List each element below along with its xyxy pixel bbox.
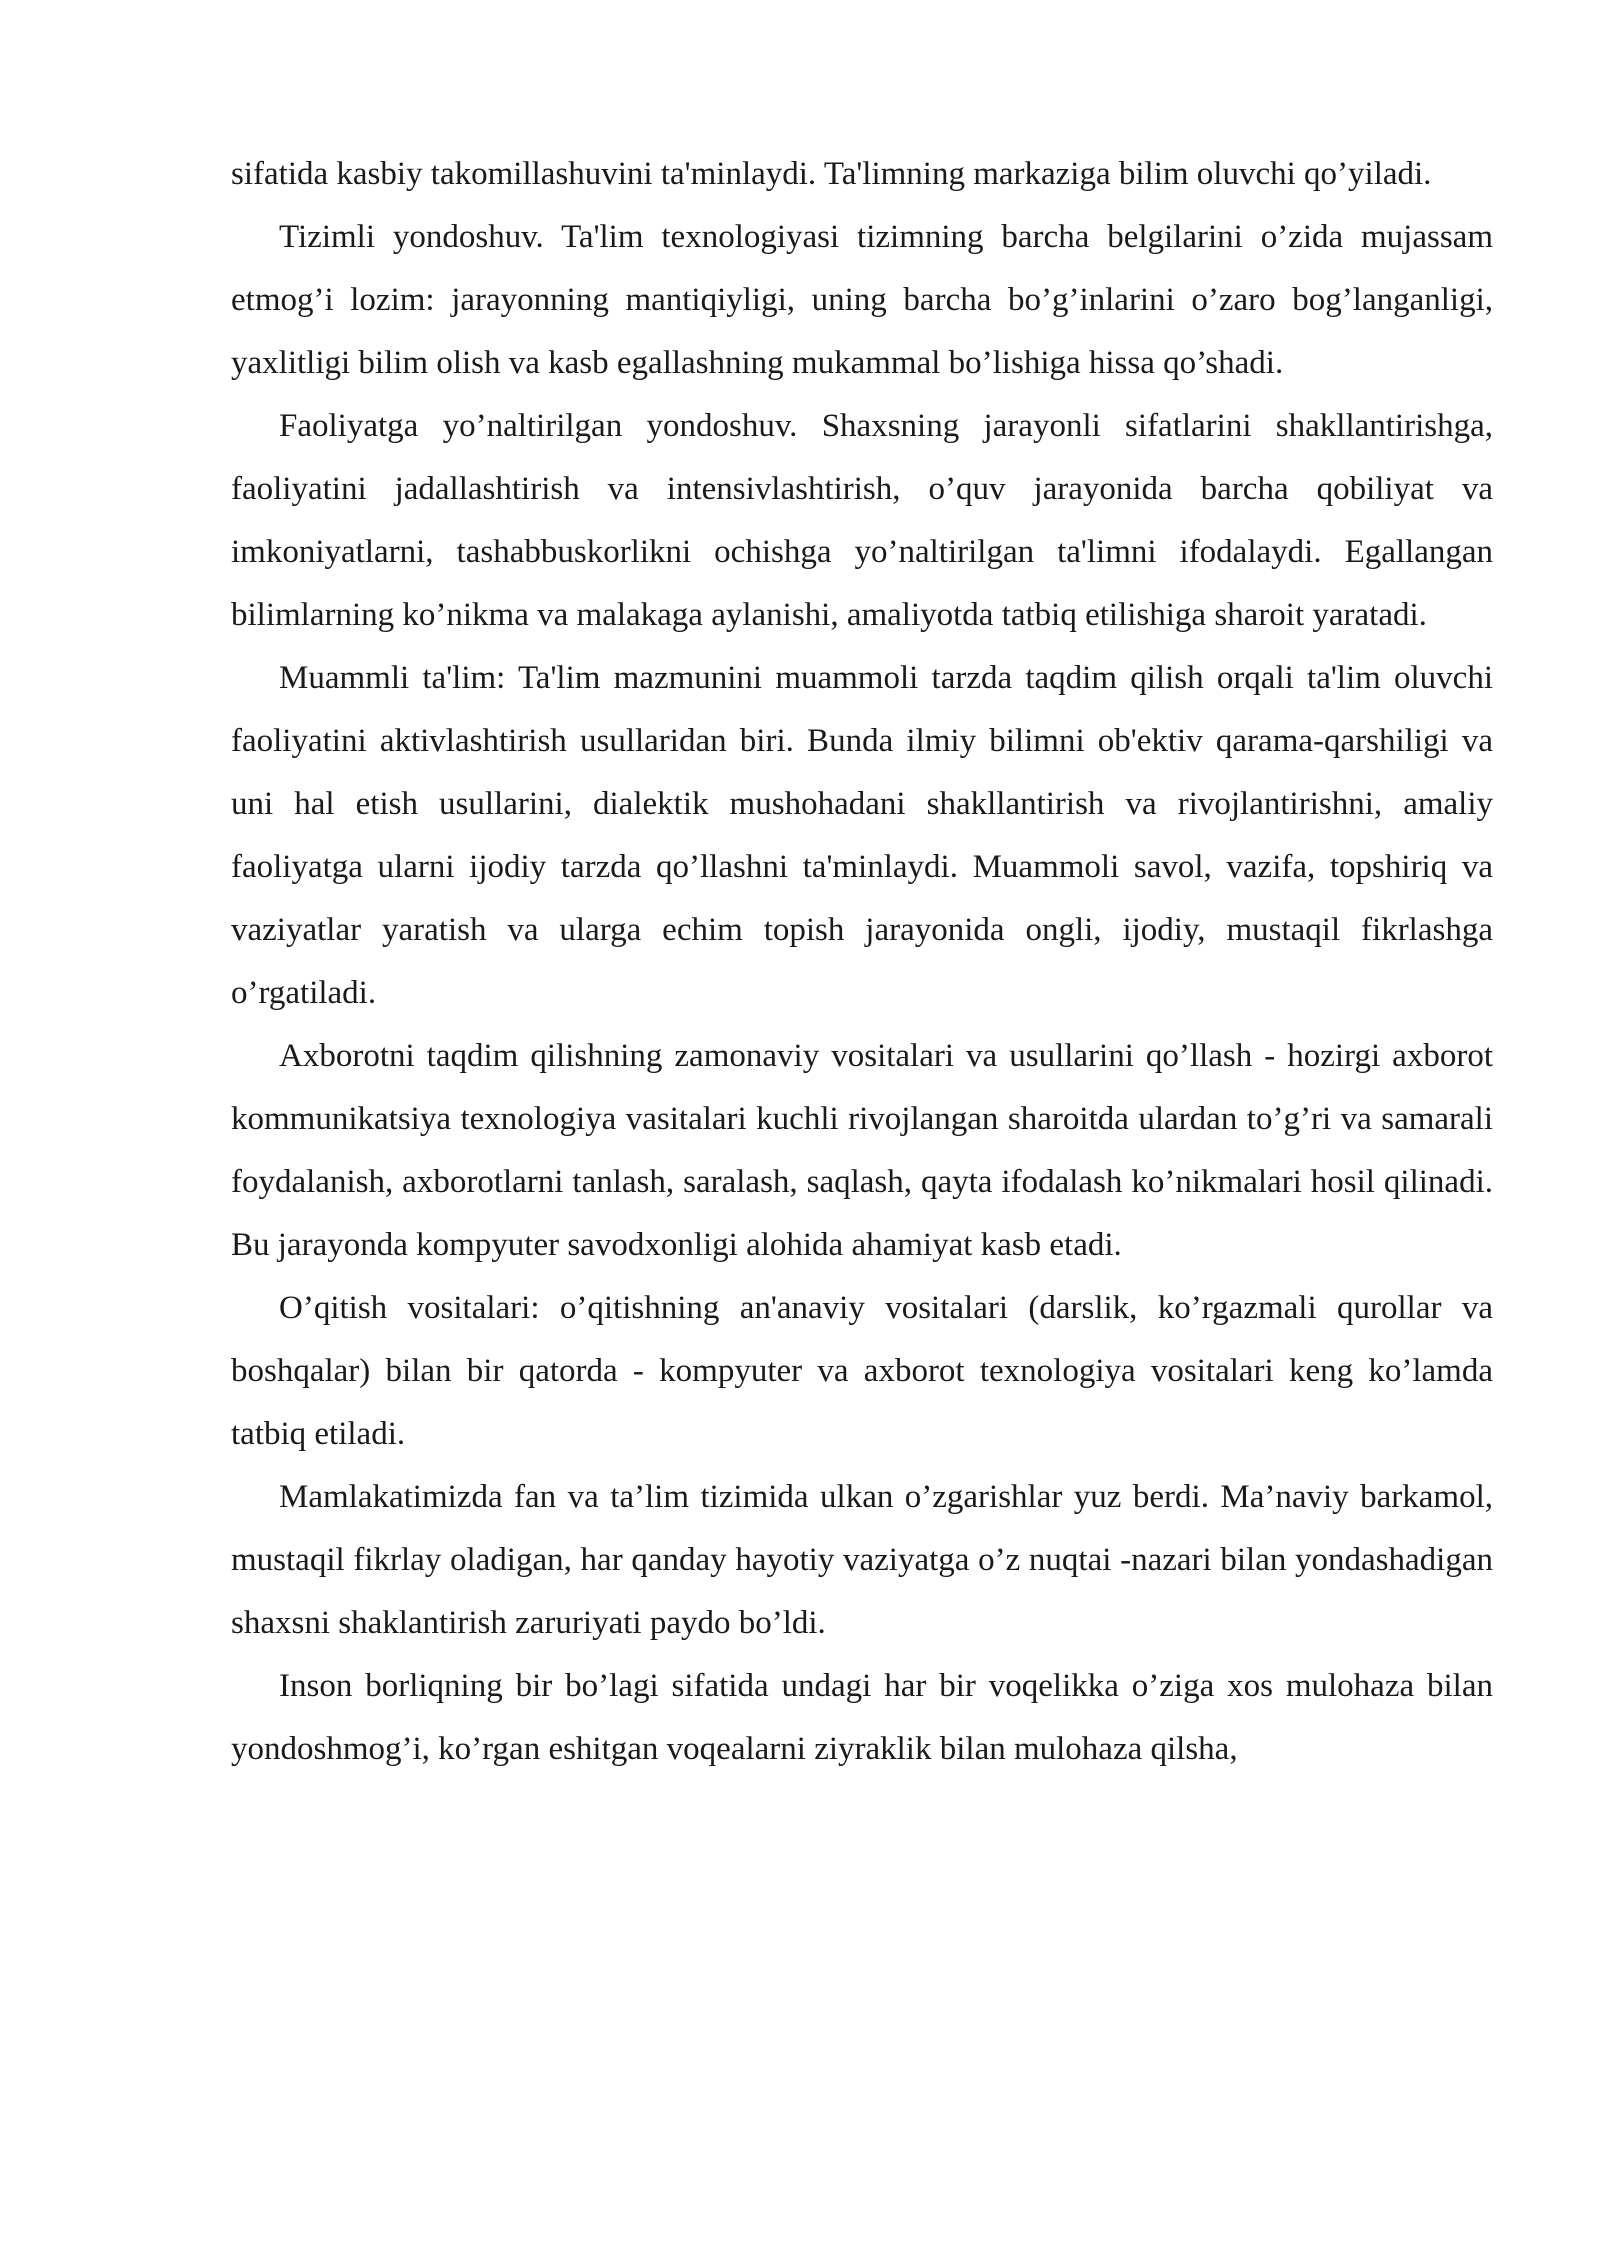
- paragraph-continuation: sifatida kasbiy takomillashuvini ta'minlaydi. Ta'limning markaziga bilim oluvchi qo’yiladi.: [231, 156, 1432, 192]
- paragraph-problem-learning: Muammli ta'lim: Ta'lim mazmunini muammoli tarzda taqdim qilish orqali ta'lim oluvchi faoliyatini aktivlashtirish usullaridan biri. Bunda ilmiy bilimni ob'ektiv qarama-qarshiligi va uni hal etish usullarini, dialektik mushohadani shakllantirish va rivojlantirishni, amaliy faoliyatga ularni ijodiy tarzda qo’llashni ta'minlaydi. Muammoli savol, vazifa, topshiriq va vaziyatlar yaratish va ularga echim topish jarayonida ongli, ijodiy, mustaqil fikrlashga o’rgatiladi.: [231, 660, 1493, 1011]
- paragraph-information-tools: Axborotni taqdim qilishning zamonaviy vositalari va usullarini qo’llash - hozirgi axborot kommunikatsiya texnologiya vasitalari kuchli rivojlangan sharoitda ulardan to’g’ri va samarali foydalanish, axborotlarni tanlash, saralash, saqlash, qayta ifodalash ko’nikmalari hosil qilinadi. Bu jarayonda kompyuter savodxonligi alohida ahamiyat kasb etadi.: [231, 1038, 1493, 1263]
- paragraph-human-reflection: Inson borliqning bir bo’lagi sifatida undagi har bir voqelikka o’ziga xos mulohaza bilan yondoshmog’i, ko’rgan eshitgan voqealarni ziyraklik bilan mulohaza qilsha,: [231, 1668, 1493, 1767]
- paragraph-teaching-tools: O’qitish vositalari: o’qitishning an'anaviy vositalari (darslik, ko’rgazmali qurollar va boshqalar) bilan bir qatorda - kompyuter va axborot texnologiya vositalari keng ko’lamda tatbiq etiladi.: [231, 1290, 1493, 1452]
- paragraph-activity-approach: Faoliyatga yo’naltirilgan yondoshuv. Shaxsning jarayonli sifatlarini shakllantirishga, faoliyatini jadallashtirish va intensivlashtirish, o’quv jarayonida barcha qobiliyat va imkoniyatlarni, tashabbuskorlikni ochishga yo’naltirilgan ta'limni ifodalaydi. Egallangan bilimlarning ko’nikma va malakaga aylanishi, amaliyotda tatbiq etilishiga sharoit yaratadi.: [231, 408, 1493, 633]
- document-body: [231, 143, 1493, 1781]
- paragraph-systemic-approach: Tizimli yondoshuv. Ta'lim texnologiyasi tizimning barcha belgilarini o’zida mujassam etmog’i lozim: jarayonning mantiqiyligi, uning barcha bo’g’inlarini o’zaro bog’langanligi, yaxlitligi bilim olish va kasb egallashning mukammal bo’lishiga hissa qo’shadi.: [231, 219, 1493, 381]
- paragraph-national-changes: Mamlakatimizda fan va ta’lim tizimida ulkan o’zgarishlar yuz berdi. Ma’naviy barkamol, mustaqil fikrlay oladigan, har qanday hayotiy vaziyatga o’z nuqtai -nazari bilan yondashadigan shaxsni shaklantirish zaruriyati paydo bo’ldi.: [231, 1479, 1493, 1641]
